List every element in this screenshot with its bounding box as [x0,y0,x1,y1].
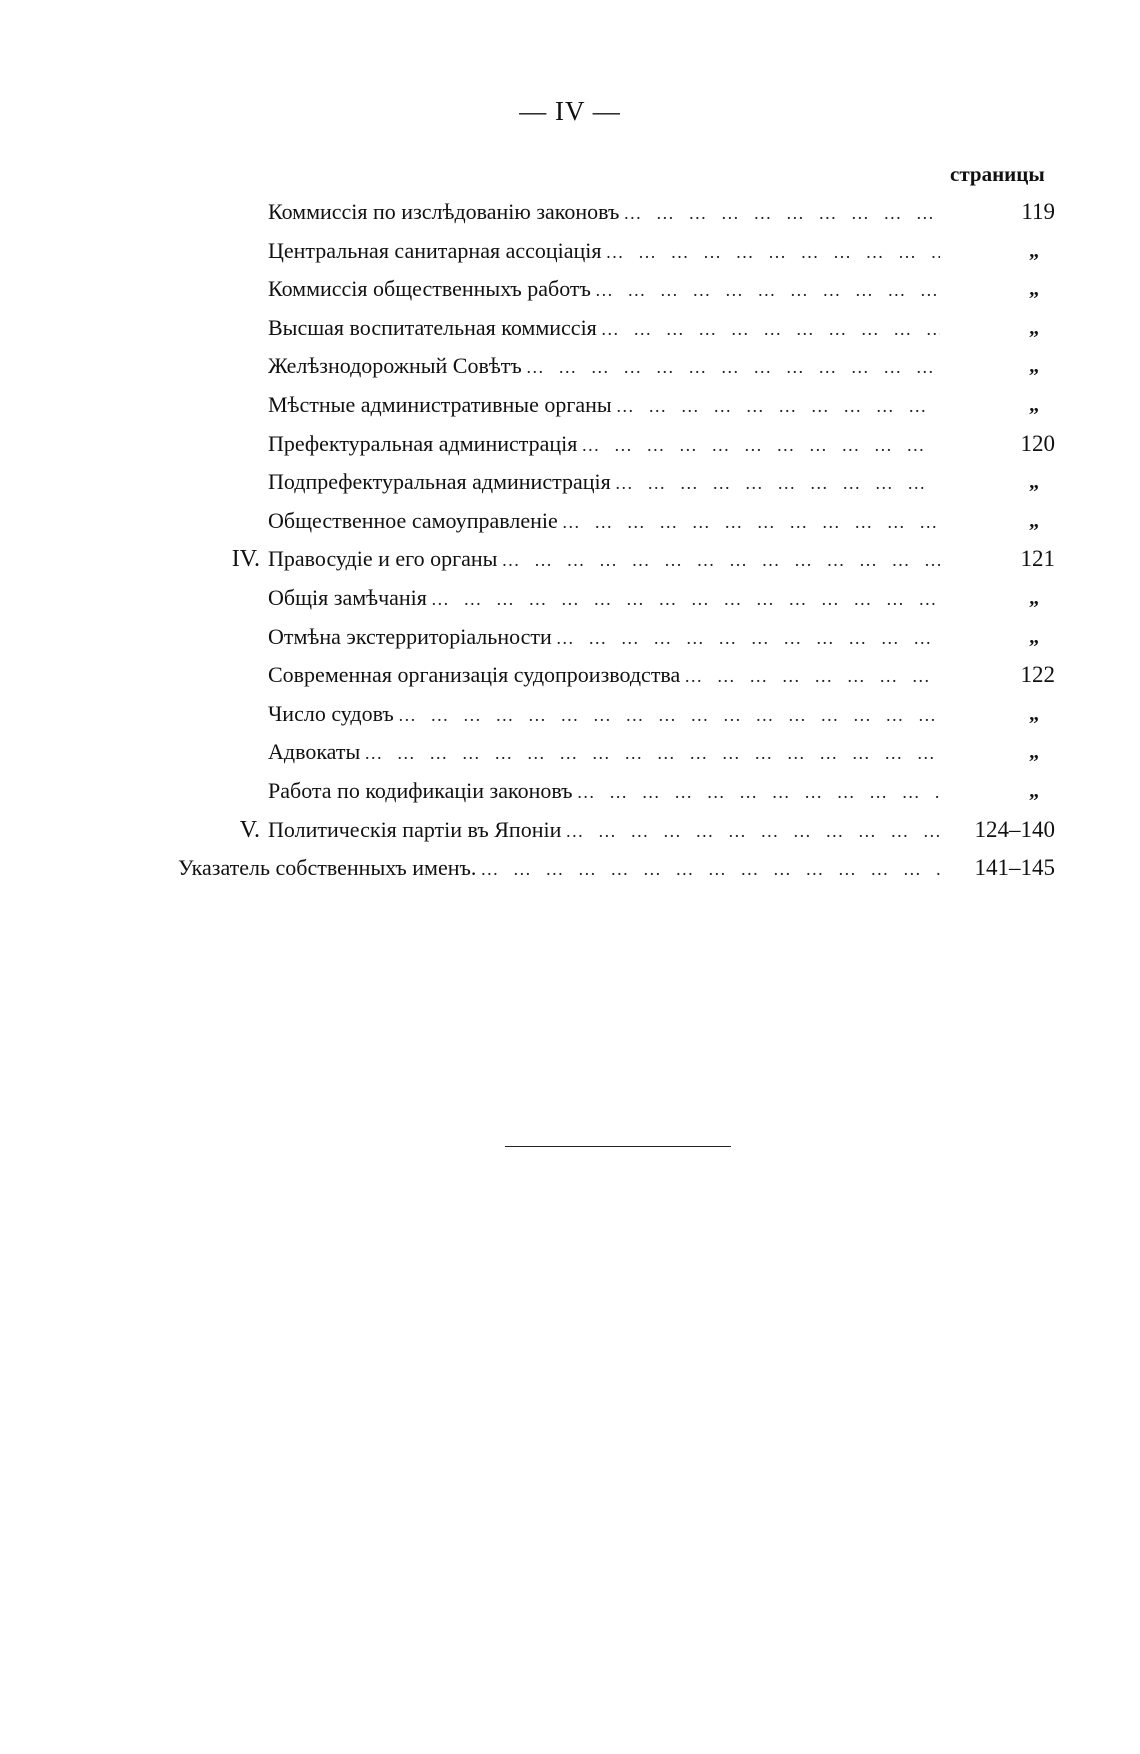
entry-line [268,772,940,812]
page-number: 122 [1020,662,1055,688]
dot-leader [595,271,940,310]
entry-line [268,618,940,658]
entry-title: Высшая воспитательная коммиссія [268,314,597,340]
closing-rule [505,1146,731,1147]
toc-entry [0,579,1140,618]
entry-title: Коммиссія общественныхъ работъ [268,276,591,302]
dot-leader [577,773,940,812]
entry-line [268,309,940,349]
page-number: „ [1029,741,1039,764]
page-number: 121 [1020,546,1055,572]
table-of-contents [0,193,1140,888]
entry-line [268,463,940,503]
entry-title: Работа по кодификаціи законовъ [268,777,573,803]
dot-leader [364,734,940,773]
dot-leader [556,619,940,658]
toc-entry [0,849,1140,888]
dot-leader [398,696,940,735]
entry-line [268,386,940,426]
page-number: „ [1029,393,1039,416]
dot-leader [565,812,940,851]
dot-leader [501,541,940,580]
dot-leader [480,850,940,889]
page-number: „ [1029,471,1039,494]
toc-entry [0,463,1140,502]
entry-title: Политическія партіи въ Японіи [268,816,562,842]
page-number: „ [1029,779,1039,802]
entry-line [268,502,940,542]
entry-title: Указатель собственныхъ именъ. [178,855,477,881]
entry-title: Адвокаты [268,739,361,765]
entry-title: Правосудіе и его органы [268,546,498,572]
page-number: „ [1029,316,1039,339]
page-number: 120 [1020,430,1055,456]
entry-title: Современная организація судопроизводства [268,662,681,688]
entry-line [268,733,940,773]
toc-entry [0,425,1140,464]
toc-entry [0,811,1140,850]
toc-entry [0,772,1140,811]
dot-leader [526,348,940,387]
dot-leader [562,503,940,542]
dot-leader [606,233,940,272]
entry-line [268,270,940,310]
entry-line [268,425,940,465]
page-header: — IV — [519,96,621,126]
entry-title: Общія замѣчанія [268,584,427,610]
dot-leader [601,310,940,349]
page-number: „ [1029,702,1039,725]
entry-line [178,849,940,889]
toc-entry [0,386,1140,425]
entry-title: Подпрефектуральная администрація [268,469,611,495]
pages-column-label: страницы [950,162,1045,186]
toc-entry [0,618,1140,657]
page-number: 119 [1021,199,1055,224]
page-number: 124–140 [974,816,1055,842]
entry-title: Число судовъ [268,700,394,726]
entry-line [268,695,940,735]
page-number: „ [1029,355,1039,378]
entry-line [268,811,940,851]
entry-line [268,193,940,233]
page-number: „ [1029,509,1039,532]
toc-entry [0,733,1140,772]
toc-entry [0,193,1140,232]
entry-line [268,540,940,580]
entry-line [268,347,940,387]
page-number: „ [1029,278,1039,301]
dot-leader [623,194,940,233]
toc-entry [0,502,1140,541]
entry-title: Желѣзнодорожный Совѣтъ [268,353,522,379]
entry-title: Общественное самоуправленіе [268,507,558,533]
dot-leader [615,464,940,503]
page-number: „ [1029,239,1039,262]
entry-line [268,656,940,696]
section-number: IV. [231,546,260,573]
dot-leader [684,657,940,696]
entry-title: Центральная санитарная ассоціація [268,237,602,263]
entry-line [268,579,940,619]
entry-title: Коммиссія по изслѣдованію законовъ [268,199,620,224]
page-number: 141–145 [974,855,1055,881]
page-number: „ [1029,625,1039,648]
toc-entry [0,232,1140,271]
entry-title: Префектуральная администрація [268,430,578,456]
entry-line [268,232,940,272]
dot-leader [616,387,940,426]
toc-entry [0,540,1140,579]
entry-title: Мѣстные административные органы [268,391,612,417]
page-number: „ [1029,586,1039,609]
entry-title: Отмѣна экстерриторіальности [268,623,552,649]
toc-entry [0,309,1140,348]
toc-entry [0,347,1140,386]
toc-entry [0,695,1140,734]
dot-leader [431,580,940,619]
toc-entry [0,270,1140,309]
section-number: V. [239,816,260,843]
dot-leader [581,426,940,465]
toc-entry [0,656,1140,695]
